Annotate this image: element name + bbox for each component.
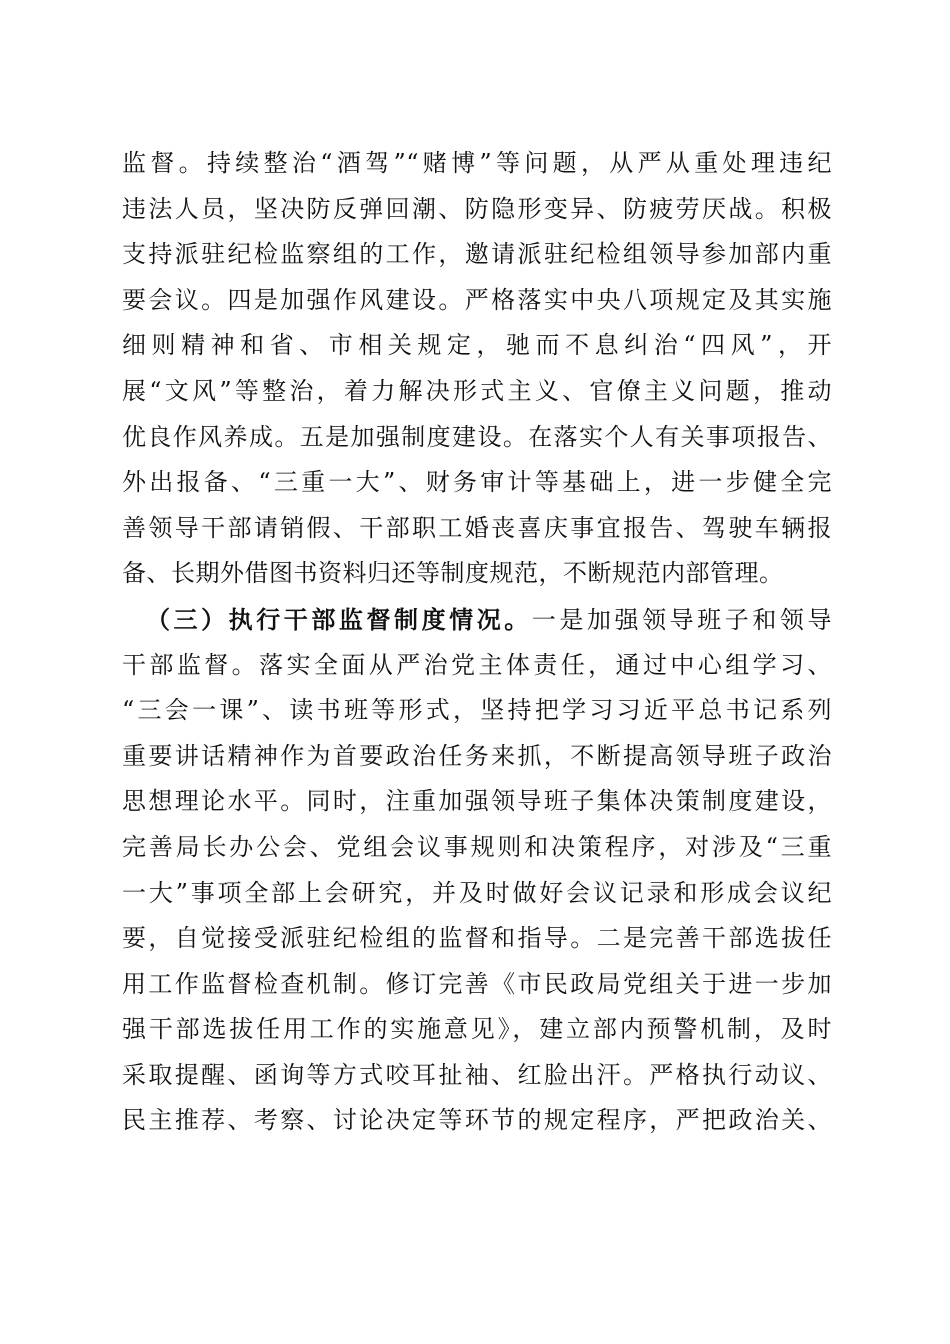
text-line: 一大”事项全部上会研究，并及时做好会议记录和形成会议纪 bbox=[122, 878, 832, 907]
text-line: 思想理论水平。同时，注重加强领导班子集体决策制度建设， bbox=[122, 787, 832, 816]
text-line: 民主推荐、考察、讨论决定等环节的规定程序，严把政治关、 bbox=[122, 1106, 832, 1135]
text-line: 善领导干部请销假、干部职工婚丧喜庆事宜报告、驾驶车辆报 bbox=[122, 513, 832, 542]
text-line: 展“文风”等整治，着力解决形式主义、官僚主义问题，推动 bbox=[122, 376, 832, 405]
text-line: 要，自觉接受派驻纪检组的监督和指导。二是完善干部选拔任 bbox=[122, 924, 832, 953]
text-line: 细则精神和省、市相关规定，驰而不息纠治“四风”，开 bbox=[122, 331, 832, 360]
text-line: 要会议。四是加强作风建设。严格落实中央八项规定及其实施 bbox=[122, 285, 832, 314]
text-line: 监督。持续整治“酒驾”“赌博”等问题，从严从重处理违纪 bbox=[122, 149, 832, 177]
text-line: 干部监督。落实全面从严治党主体责任，通过中心组学习、 bbox=[122, 650, 832, 679]
section-heading-rest: 一是加强领导班子和领导 bbox=[531, 605, 832, 634]
text-line: 完善局长办公会、党组会议事规则和决策程序，对涉及“三重 bbox=[122, 832, 832, 861]
text-line: 支持派驻纪检监察组的工作，邀请派驻纪检组领导参加部内重 bbox=[122, 240, 832, 269]
text-line: 违法人员，坚决防反弹回潮、防隐形变异、防疲劳厌战。积极 bbox=[122, 194, 832, 223]
text-line: 用工作监督检查机制。修订完善《市民政局党组关于进一步加 bbox=[122, 969, 832, 998]
text-line: “三会一课”、读书班等形式，坚持把学习习近平总书记系列 bbox=[122, 696, 832, 725]
text-line-first bbox=[122, 597, 832, 643]
section-heading: （三）执行干部监督制度情况。 bbox=[146, 604, 532, 634]
body-text bbox=[122, 141, 832, 1144]
text-line: 强干部选拔任用工作的实施意见》，建立部内预警机制，及时 bbox=[122, 1015, 832, 1044]
text-line: 采取提醒、函询等方式咬耳扯袖、红脸出汗。严格执行动议、 bbox=[122, 1060, 832, 1089]
text-line: 重要讲话精神作为首要政治任务来抓，不断提高领导班子政治 bbox=[122, 741, 832, 770]
text-line: 备、长期外借图书资料归还等制度规范，不断规范内部管理。 bbox=[122, 559, 784, 588]
text-line: 外出报备、“三重一大”、财务审计等基础上，进一步健全完 bbox=[122, 468, 832, 497]
paragraph-1 bbox=[122, 141, 832, 597]
paragraph-2 bbox=[122, 597, 832, 1144]
text-line: 优良作风养成。五是加强制度建设。在落实个人有关事项报告、 bbox=[122, 422, 832, 451]
